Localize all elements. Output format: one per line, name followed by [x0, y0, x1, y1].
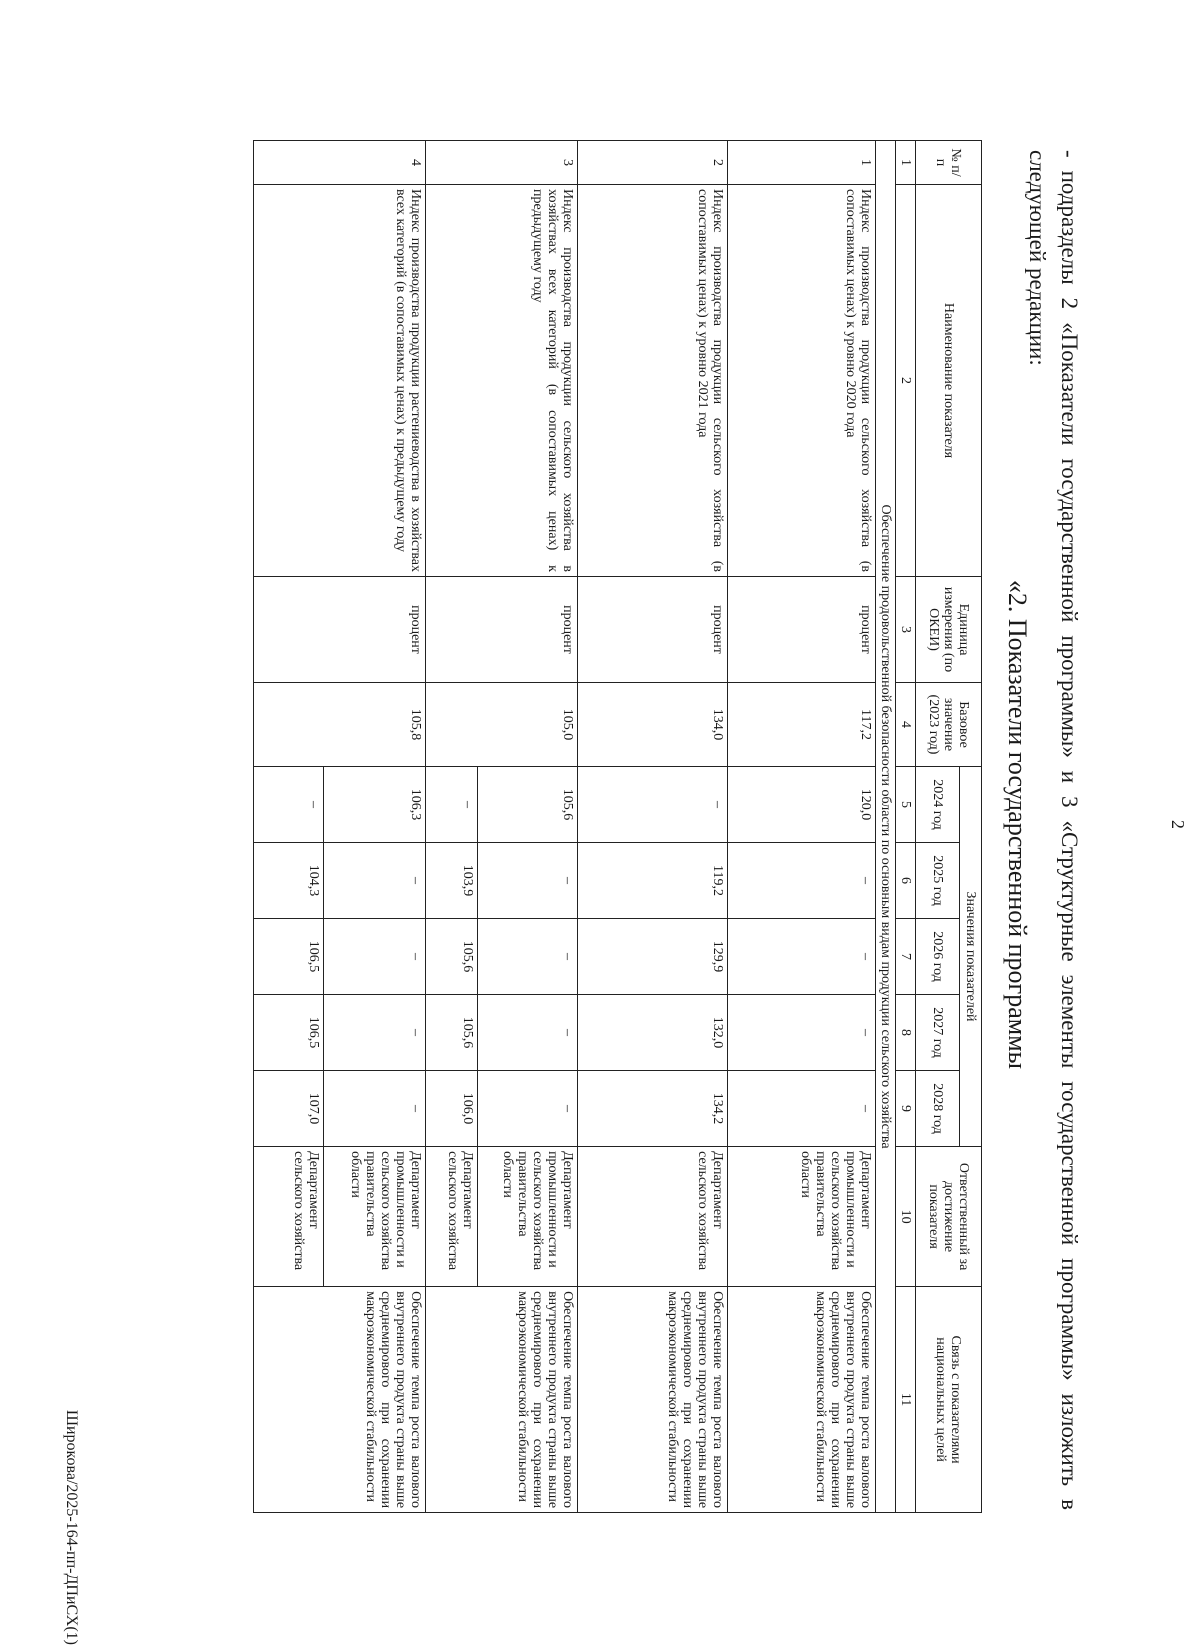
value-2025: 104,3: [254, 843, 324, 919]
col-number: 1: [896, 141, 916, 185]
unit-cell: процент: [578, 577, 728, 683]
section-row: [876, 141, 896, 1513]
national-goal-link: Обеспечение темпа роста валового внутреннего продукта страны выше среднемирового при сохранении макроэкономической стабильности: [728, 1287, 876, 1513]
header-unit: Единица измерения (по ОКЕИ): [916, 577, 982, 683]
header-values-group: Значения показателей: [960, 767, 982, 1147]
value-2026: –: [728, 919, 876, 995]
responsible-cell: Департамент сельского хозяйства: [578, 1147, 728, 1287]
value-2024: 105,6: [478, 767, 578, 843]
value-2028: –: [324, 1071, 426, 1147]
header-name: Наименование показателя: [916, 185, 982, 577]
col-number: 7: [896, 919, 916, 995]
header-base: Базовое значение (2023 год): [916, 683, 982, 767]
value-2027: 132,0: [578, 995, 728, 1071]
value-2026: –: [478, 919, 578, 995]
table-row: [578, 141, 728, 1513]
value-2024: –: [254, 767, 324, 843]
value-2025: –: [478, 843, 578, 919]
value-2027: 106,5: [254, 995, 324, 1071]
col-number: 9: [896, 1071, 916, 1147]
value-2024: –: [426, 767, 478, 843]
value-2026: 129,9: [578, 919, 728, 995]
header-year-2024: 2024 год: [916, 767, 960, 843]
unit-cell: процент: [728, 577, 876, 683]
intro-paragraph: - подразделы 2 «Показатели государственной программы» и 3 «Структурные элементы государственной программы» изложить в следующей редакции:: [1025, 150, 1082, 1510]
value-2025: 119,2: [578, 843, 728, 919]
value-2026: 105,6: [426, 919, 478, 995]
header-year-2026: 2026 год: [916, 919, 960, 995]
responsible-cell: Департамент сельского хозяйства: [254, 1147, 324, 1287]
col-number: 5: [896, 767, 916, 843]
indicator-name: Индекс производства продукции сельского хозяйства (в сопоставимых ценах) к уровню 2020 года: [728, 185, 876, 577]
responsible-cell: Департамент промышленности и сельского хозяйства правительства области: [324, 1147, 426, 1287]
value-2025: –: [324, 843, 426, 919]
base-value: 105,8: [254, 683, 426, 767]
national-goal-link: Обеспечение темпа роста валового внутреннего продукта страны выше среднемирового при сохранении макроэкономической стабильности: [426, 1287, 578, 1513]
value-2027: –: [324, 995, 426, 1071]
value-2026: –: [324, 919, 426, 995]
unit-cell: процент: [254, 577, 426, 683]
row-num: 2: [578, 141, 728, 185]
value-2024: –: [578, 767, 728, 843]
value-2025: 103,9: [426, 843, 478, 919]
row-num: 3: [426, 141, 578, 185]
header-num: № п/п: [916, 141, 982, 185]
header-year-2025: 2025 год: [916, 843, 960, 919]
indicator-name: Индекс производства продукции растениеводства в хозяйствах всех категорий (в сопоставимых ценах) к предыдущему году: [254, 185, 426, 577]
table-row: [728, 141, 876, 1513]
header-link: Связь с показателями национальных целей: [916, 1287, 982, 1513]
table-row: [478, 141, 578, 1513]
value-2024: 120,0: [728, 767, 876, 843]
value-2024: 106,3: [324, 767, 426, 843]
value-2027: –: [478, 995, 578, 1071]
value-2025: –: [728, 843, 876, 919]
value-2028: 107,0: [254, 1071, 324, 1147]
indicator-name: Индекс производства продукции сельского хозяйства в хозяйствах всех категорий (в сопоставимых ценах) к предыдущему году: [426, 185, 578, 577]
value-2028: 134,2: [578, 1071, 728, 1147]
page-number: 2: [1168, 820, 1188, 829]
row-num: 1: [728, 141, 876, 185]
responsible-cell: Департамент промышленности и сельского хозяйства правительства области: [478, 1147, 578, 1287]
col-number: 8: [896, 995, 916, 1071]
section-row-label: Обеспечение продовольственной безопасности области по основным видам продукции сельского хозяйства: [876, 141, 896, 1513]
value-2027: –: [728, 995, 876, 1071]
responsible-cell: Департамент промышленности и сельского хозяйства правительства области: [728, 1147, 876, 1287]
national-goal-link: Обеспечение темпа роста валового внутреннего продукта страны выше среднемирового при сохранении макроэкономической стабильности: [254, 1287, 426, 1513]
section-title: «2. Показатели государственной программы: [1003, 579, 1032, 1070]
col-number: 3: [896, 577, 916, 683]
base-value: 117,2: [728, 683, 876, 767]
responsible-cell: Департамент сельского хозяйства: [426, 1147, 478, 1287]
value-2026: 106,5: [254, 919, 324, 995]
col-number: 6: [896, 843, 916, 919]
col-number: 2: [896, 185, 916, 577]
value-2027: 105,6: [426, 995, 478, 1071]
value-2028: –: [728, 1071, 876, 1147]
table-row: [324, 141, 426, 1513]
header-year-2028: 2028 год: [916, 1071, 960, 1147]
row-num: 4: [254, 141, 426, 185]
footer-document-code: Широкова/2025-164-пп-ДПиСХ(1): [63, 1409, 80, 1645]
base-value: 105,0: [426, 683, 578, 767]
value-2028: 106,0: [426, 1071, 478, 1147]
col-number: 11: [896, 1287, 916, 1513]
header-row-1: [960, 141, 982, 1513]
base-value: 134,0: [578, 683, 728, 767]
col-number: 4: [896, 683, 916, 767]
column-number-row: [896, 141, 916, 1513]
indicator-name: Индекс производства продукции сельского хозяйства (в сопоставимых ценах) к уровню 2021 года: [578, 185, 728, 577]
indicators-table: [253, 140, 982, 1513]
header-responsible: Ответственный за достижение показателя: [916, 1147, 982, 1287]
unit-cell: процент: [426, 577, 578, 683]
value-2028: –: [478, 1071, 578, 1147]
national-goal-link: Обеспечение темпа роста валового внутреннего продукта страны выше среднемирового при сохранении макроэкономической стабильности: [578, 1287, 728, 1513]
col-number: 10: [896, 1147, 916, 1287]
header-year-2027: 2027 год: [916, 995, 960, 1071]
